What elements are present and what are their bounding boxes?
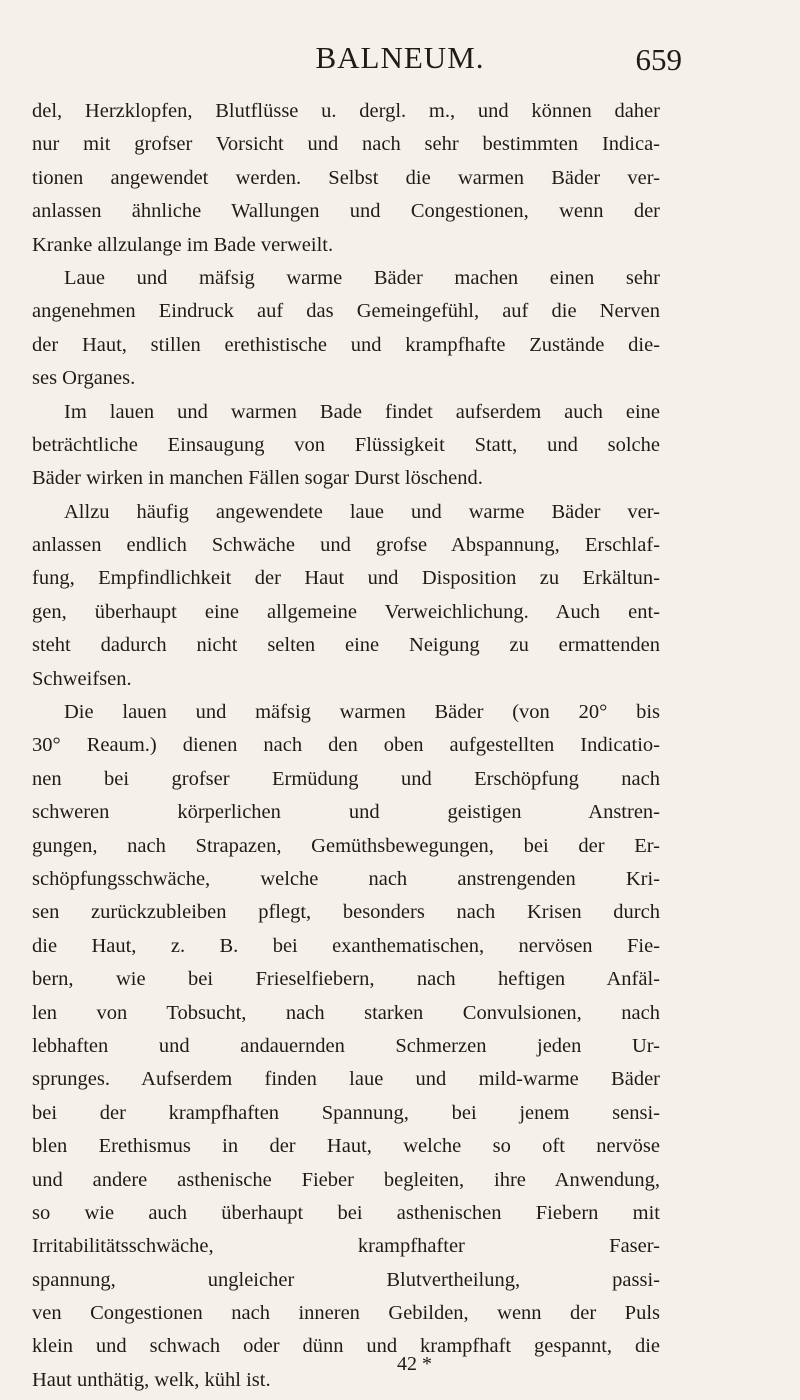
text-line: gungen, nach Strapazen, Gemüthsbewegungen, bei der Er-	[32, 834, 660, 857]
text-line: Allzu häufig angewendete laue und warme Bäder ver-	[64, 500, 660, 523]
running-title: BALNEUM.	[315, 40, 485, 75]
text-line: 30° Reaum.) dienen nach den oben aufgestellten Indicatio-	[32, 734, 660, 757]
text-line: sen zurückzubleiben pflegt, besonders nach Krisen durch	[32, 901, 660, 924]
text-line: anlassen endlich Schwäche und grofse Abspannung, Erschlaf-	[32, 534, 660, 557]
text-line: bern, wie bei Frieselfiebern, nach heftigen Anfäl-	[32, 968, 660, 991]
text-line: der Haut, stillen erethistische und krampfhafte Zustände die-	[32, 333, 660, 356]
text-line: schöpfungsschwäche, welche nach anstrengenden Kri-	[32, 867, 660, 890]
text-line: klein und schwach oder dünn und krampfhaft gespannt, die	[32, 1335, 660, 1358]
text-line: gen, überhaupt eine allgemeine Verweichlichung. Auch ent-	[32, 600, 660, 623]
text-line: Haut unthätig, welk, kühl ist.	[32, 1368, 271, 1391]
text-line: so wie auch überhaupt bei asthenischen Fiebern mit	[32, 1201, 660, 1224]
text-line: Im lauen und warmen Bade findet aufserdem auch eine	[64, 400, 660, 423]
text-line: Die lauen und mäfsig warmen Bäder (von 20° bis	[64, 701, 660, 724]
text-line: Schweifsen.	[32, 667, 132, 690]
text-line: bei der krampfhaften Spannung, bei jenem sensi-	[32, 1101, 660, 1124]
text-line: ses Organes.	[32, 367, 136, 390]
text-line: angenehmen Eindruck auf das Gemeingefühl, auf die Nerven	[32, 300, 660, 323]
text-line: fung, Empfindlichkeit der Haut und Disposition zu Erkältun-	[32, 567, 660, 590]
page-number: 659	[635, 42, 682, 77]
text-line: lebhaften und andauernden Schmerzen jeden Ur-	[32, 1034, 660, 1057]
text-line: Kranke allzulange im Bade verweilt.	[32, 233, 334, 256]
signature-mark: 42 *	[397, 1353, 432, 1375]
text-line: beträchtliche Einsaugung von Flüssigkeit Statt, und solche	[32, 433, 660, 456]
text-line: sprunges. Aufserdem finden laue und mild-warme Bäder	[32, 1068, 660, 1091]
text-line: tionen angewendet werden. Selbst die warmen Bäder ver-	[32, 166, 660, 189]
text-line: blen Erethismus in der Haut, welche so oft nervöse	[32, 1135, 660, 1158]
text-line: anlassen ähnliche Wallungen und Congestionen, wenn der	[32, 200, 660, 223]
page-header	[0, 40, 800, 90]
text-line: steht dadurch nicht selten eine Neigung zu ermattenden	[32, 634, 660, 657]
text-line: len von Tobsucht, nach starken Convulsionen, nach	[32, 1001, 660, 1024]
body-text	[32, 95, 660, 1397]
text-line: nur mit grofser Vorsicht und nach sehr bestimmten Indica-	[32, 133, 660, 156]
text-line: del, Herzklopfen, Blutflüsse u. dergl. m., und können daher	[32, 100, 660, 122]
text-line: spannung, ungleicher Blutvertheilung, passi-	[32, 1268, 660, 1291]
text-line: ven Congestionen nach inneren Gebilden, wenn der Puls	[32, 1302, 660, 1325]
text-line: nen bei grofser Ermüdung und Erschöpfung nach	[32, 767, 660, 790]
text-line: Bäder wirken in manchen Fällen sogar Durst löschend.	[32, 467, 483, 490]
text-line: und andere asthenische Fieber begleiten, ihre Anwendung,	[32, 1168, 660, 1191]
text-line: die Haut, z. B. bei exanthematischen, nervösen Fie-	[32, 934, 660, 957]
text-line: Laue und mäfsig warme Bäder machen einen sehr	[64, 266, 660, 289]
text-line: Irritabilitätsschwäche, krampfhafter Faser-	[32, 1235, 660, 1258]
text-line: schweren körperlichen und geistigen Anstren-	[32, 801, 660, 824]
